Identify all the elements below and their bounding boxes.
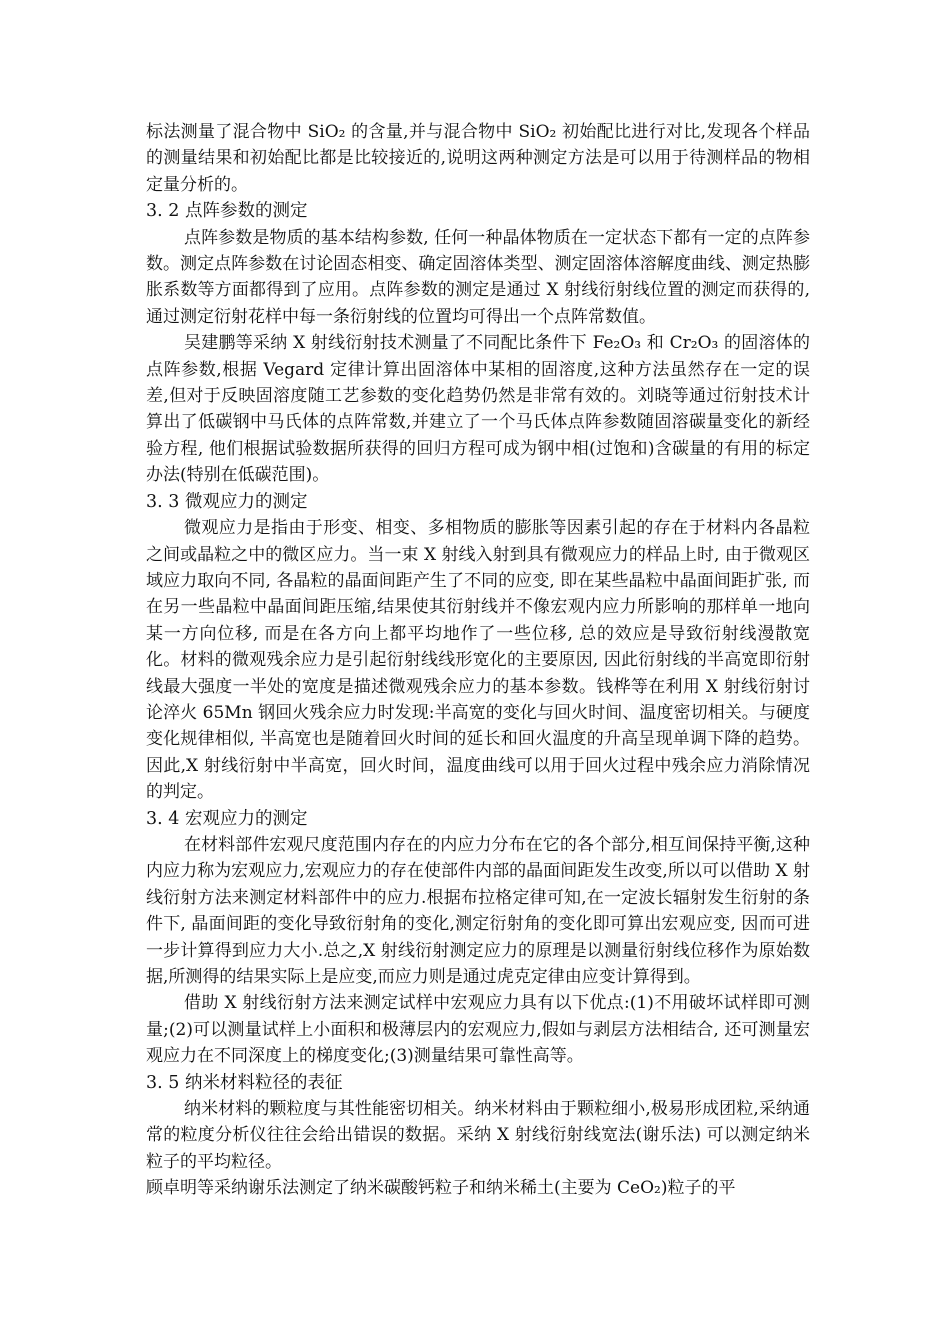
heading-3-4: 3. 4 宏观应力的测定 [146, 808, 308, 829]
paragraph-3-2-a: 点阵参数是物质的基本结构参数, 任何一种晶体物质在一定状态下都有一定的点阵参数。测定点阵参数在讨论固态相变、确定固溶体类型、测定固溶体溶解度曲线、测定热膨胀系数等方面都得到了应用。点阵参数的测定是通过 X 射线衍射线位置的测定而获得的,通过测定衍射花样中每一条衍射线的位置均可得出一个点阵常数值。 [146, 227, 810, 327]
paragraph-3-5-b: 顾卓明等采纳谢乐法测定了纳米碳酸钙粒子和纳米稀土(主要为 CeO₂)粒子的平 [146, 1178, 736, 1199]
paragraph-3-3-a: 微观应力是指由于形变、相变、多相物质的膨胀等因素引起的存在于材料内各晶粒之间或晶粒之中的微区应力。当一束 X 射线入射到具有微观应力的样品上时, 由于微观区域应力取向不同, 各晶粒的晶面间距产生了不同的应变, 即在某些晶粒中晶面间距扩张, 而在另一些晶粒中晶面间距压缩,结果使其衍射线并不像宏观内应力所影响的那样单一地向某一方向位移, 而是在各方向上都平均地作了一些位移, 总的效应是导致衍射线漫散宽化。材料的微观残余应力是引起衍射线线形宽化的主要原因, 因此衍射线的半高宽即衍射线最大强度一半处的宽度是描述微观残余应力的基本参数。钱桦等在利用 X 射线衍射讨论淬火 65Mn 钢回火残余应力时发现:半高宽的变化与回火时间、温度密切相关。与硬度变化规律相似, 半高宽也是随着回火时间的延长和回火温度的升高呈现单调下降的趋势。因此,X 射线衍射中半高宽，回火时间，温度曲线可以用于回火过程中残余应力消除情况的判定。 [146, 518, 810, 803]
heading-3-3: 3. 3 微观应力的测定 [146, 491, 308, 512]
paragraph-intro: 标法测量了混合物中 SiO₂ 的含量,并与混合物中 SiO₂ 初始配比进行对比,发现各个样品的测量结果和初始配比都是比较接近的,说明这两种测定方法是可以用于待测样品的物相定量分析的。 [146, 122, 810, 195]
heading-3-5: 3. 5 纳米材料粒径的表征 [146, 1072, 343, 1093]
document-page [146, 119, 810, 1202]
paragraph-3-5-a: 纳米材料的颗粒度与其性能密切相关。纳米材料由于颗粒细小,极易形成团粒,采纳通常的粒度分析仪往往会给出错误的数据。采纳 X 射线衍射线宽法(谢乐法) 可以测定纳米粒子的平均粒径。 [146, 1099, 810, 1172]
paragraph-3-4-b: 借助 X 射线衍射方法来测定试样中宏观应力具有以下优点:(1)不用破坏试样即可测量;(2)可以测量试样上小面积和极薄层内的宏观应力,假如与剥层方法相结合, 还可测量宏观应力在不同深度上的梯度变化;(3)测量结果可靠性高等。 [146, 993, 810, 1067]
paragraph-3-2-b: 吴建鹏等采纳 X 射线衍射技术测量了不同配比条件下 Fe₂O₃ 和 Cr₂O₃ 的固溶体的点阵参数,根据 Vegard 定律计算出固溶体中某相的固溶度,这种方法虽然存在一定的误差,但对于反映固溶度随工艺参数的变化趋势仍然是非常有效的。刘晓等通过衍射技术计算出了低碳钢中马氏体的点阵常数,并建立了一个马氏体点阵参数随固溶碳量变化的新经验方程, 他们根据试验数据所获得的回归方程可成为钢中相(过饱和)含碳量的有用的标定办法(特别在低碳范围)。 [146, 333, 810, 486]
paragraph-3-4-a: 在材料部件宏观尺度范围内存在的内应力分布在它的各个部分,相互间保持平衡,这种内应力称为宏观应力,宏观应力的存在使部件内部的晶面间距发生改变,所以可以借助 X 射线衍射方法来测定材料部件中的应力.根据布拉格定律可知,在一定波长辐射发生衍射的条件下, 晶面间距的变化导致衍射角的变化,测定衍射角的变化即可算出宏观应变, 因而可进一步计算得到应力大小.总之,X 射线衍射测定应力的原理是以测量衍射线位移作为原始数据,所测得的结果实际上是应变,而应力则是通过虎克定律由应变计算得到。 [146, 834, 810, 987]
heading-3-2: 3. 2 点阵参数的测定 [146, 201, 308, 222]
